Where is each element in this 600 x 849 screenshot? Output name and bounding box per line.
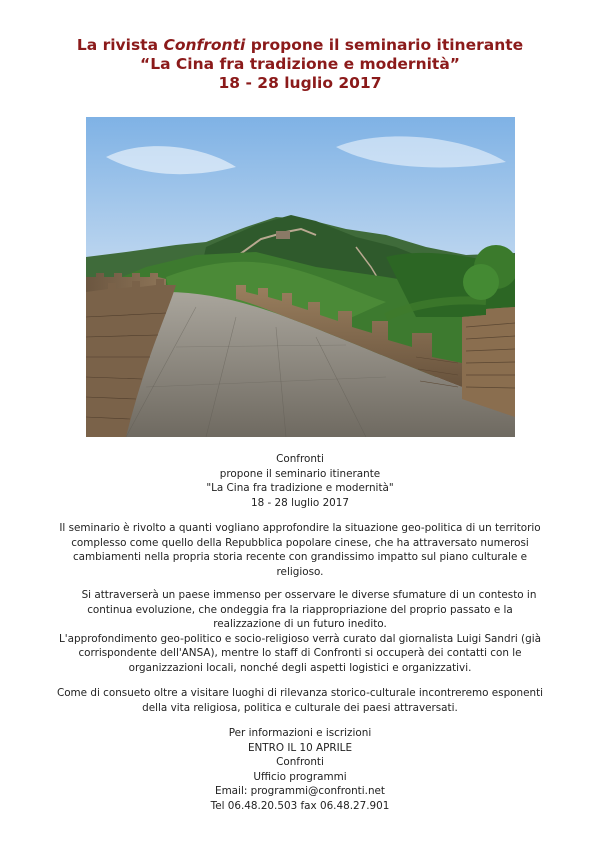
para1-line-3: cambiamenti nella propria storia recente con grandissimo impatto sul piano culturale e xyxy=(72,551,528,564)
contact-info xyxy=(40,726,560,814)
magazine-name: Confronti xyxy=(163,36,246,54)
title-prefix: La rivista xyxy=(76,36,164,54)
paragraph-journey xyxy=(40,588,560,676)
intro-line-2: propone il seminario itinerante xyxy=(219,467,381,480)
para2-line-3: realizzazione di un futuro inedito. xyxy=(213,618,387,631)
contact-phone: Tel 06.48.20.503 fax 06.48.27.901 xyxy=(210,799,390,812)
contact-heading: Per informazioni e iscrizioni xyxy=(228,727,372,739)
title-line-3: 18 - 28 luglio 2017 xyxy=(218,74,382,92)
para1-line-2: complesso come quello della Repubblica popolare cinese, che ha attraversato numerosi xyxy=(71,536,529,549)
para2-line-2: continua evoluzione, che ondeggia fra la riappropriazione del proprio passato e la xyxy=(87,603,513,616)
registration-deadline: ENTRO IL 10 APRILE xyxy=(247,741,353,754)
paragraph-meetings xyxy=(40,686,560,715)
title-line-2: “La Cina fra tradizione e modernità” xyxy=(140,55,460,73)
great-wall-photo xyxy=(86,117,515,437)
contact-organization: Confronti xyxy=(276,756,324,769)
intro-line-1: Confronti xyxy=(276,453,324,465)
para1-line-4: religioso. xyxy=(276,565,324,578)
para2-line-4: L'approfondimento geo-politico e socio-religioso verrà curato dal giornalista Luigi Sandri (già xyxy=(59,632,541,645)
paragraph-intro xyxy=(40,521,560,579)
title-suffix: propone il seminario itinerante xyxy=(245,36,524,54)
para2-line-6: organizzazioni locali, nonché degli aspetti logistici e organizzativi. xyxy=(128,661,472,674)
para3-line-2: della vita religiosa, politica e culturale dei paesi attraversati. xyxy=(142,701,458,714)
contact-email[interactable]: Email: programmi@confronti.net xyxy=(215,785,385,798)
seminar-summary xyxy=(40,452,560,510)
para3-line-1: Come di consueto oltre a visitare luoghi di rilevanza storico-culturale incontreremo esponenti xyxy=(56,687,544,699)
title-line-1 xyxy=(0,36,600,55)
page-title xyxy=(0,36,600,93)
intro-line-3: "La Cina fra tradizione e modernità" xyxy=(206,482,394,495)
para2-line-5: corrispondente dell'ANSA), mentre lo staff di Confronti si occuperà dei contatti con le xyxy=(78,647,522,660)
para1-line-1: Il seminario è rivolto a quanti vogliano approfondire la situazione geo-politica di un territorio xyxy=(59,522,541,534)
para2-line-1: Si attraverserà un paese immenso per osservare le diverse sfumature di un contesto in xyxy=(81,589,537,601)
intro-line-4: 18 - 28 luglio 2017 xyxy=(250,496,350,509)
contact-office: Ufficio programmi xyxy=(253,770,347,783)
